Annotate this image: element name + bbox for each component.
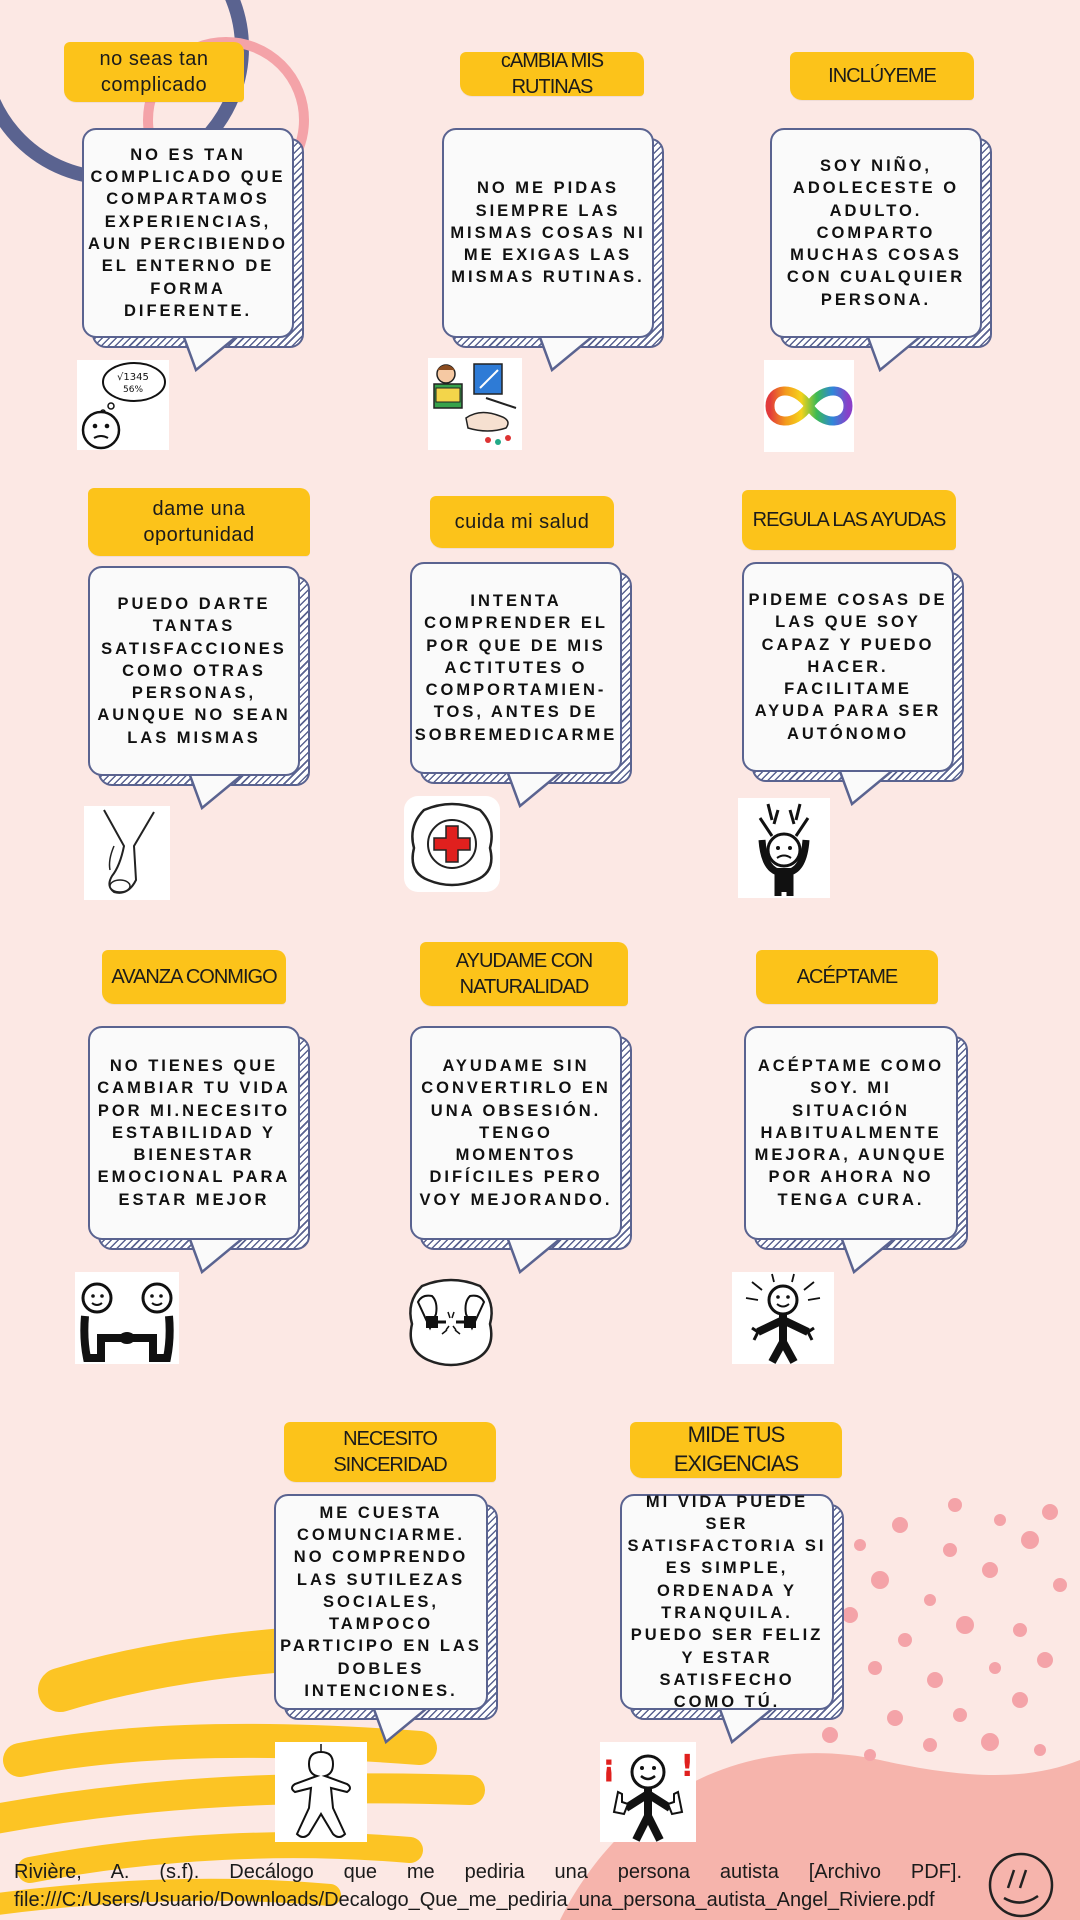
citation	[14, 1858, 962, 1914]
card-title: no seas tan complicado	[64, 42, 244, 102]
happy-person-icon	[732, 1272, 834, 1364]
rainbow-infinity-icon	[764, 360, 854, 452]
speech-bubble	[442, 128, 654, 338]
speech-bubble	[620, 1494, 834, 1710]
svg-text:√1345: √1345	[117, 372, 149, 383]
card-text: AYUDAME SIN CONVERTIRLO EN UNA OBSESIÓN. TENGO MOMENTOS DIFÍCILES PERO VOY MEJORANDO.	[410, 1026, 622, 1240]
speech-bubble	[88, 566, 300, 776]
handshake-icon	[75, 1272, 179, 1364]
paper-doll-icon	[275, 1742, 367, 1842]
svg-text:56%: 56%	[123, 385, 144, 395]
overwhelmed-person-icon	[738, 798, 830, 898]
speech-bubble	[88, 1026, 300, 1240]
card-text: ME CUESTA COMUNCIARME. NO COMPRENDO LAS SUTILEZAS SOCIALES, TAMPOCO PARTICIPO EN LAS DOBLES INTENCIONES.	[274, 1494, 488, 1710]
routines-icon	[428, 358, 522, 450]
speech-bubble	[274, 1494, 488, 1710]
speech-bubble	[410, 562, 622, 774]
red-cross-icon	[404, 796, 500, 892]
card-title: cuida mi salud	[430, 496, 614, 548]
speech-bubble	[770, 128, 982, 338]
card-text: MI VIDA PUEDE SER SATISFACTORIA SI ES SIMPLE, ORDENADA Y TRANQUILA. PUEDO SER FELIZ Y ESTAR SATISFECHO COMO TÚ.	[620, 1494, 834, 1710]
card-text: NO ES TAN COMPLICADO QUE COMPARTAMOS EXPERIENCIAS, AUN PERCIBIENDO EL ENTERNO DE FORMA DIFERENTE.	[82, 128, 294, 338]
card-text: NO TIENES QUE CAMBIAR TU VIDA POR MI.NECESITO ESTABILIDAD Y BIENESTAR EMOCIONAL PARA ESTAR MEJOR	[88, 1026, 300, 1240]
card-text: PUEDO DARTE TANTAS SATISFACCIONES COMO OTRAS PERSONAS, AUNQUE NO SEAN LAS MISMAS	[88, 566, 300, 776]
citation-reference: Rivière, A. (s.f). Decálogo que me pediria una persona autista [Archivo PDF].	[14, 1861, 962, 1883]
speech-bubble	[742, 562, 954, 772]
card-text: PIDEME COSAS DE LAS QUE SOY CAPAZ Y PUEDO HACER. FACILITAME AYUDA PARA SER AUTÓNOMO	[742, 562, 954, 772]
card-text: NO ME PIDAS SIEMPRE LAS MISMAS COSAS NI ME EXIGAS LAS MISMAS RUTINAS.	[442, 128, 654, 338]
exclamation-marks: ¡!	[602, 1749, 694, 1784]
card-title: MIDE TUS EXIGENCIAS	[630, 1422, 842, 1478]
helping-hands-icon	[84, 806, 170, 900]
card-title: cAMBIA MIS RUTINAS	[460, 52, 644, 96]
breaking-chains-icon	[402, 1272, 500, 1372]
speech-bubble	[744, 1026, 958, 1240]
thumbs-up-person-icon	[600, 1742, 696, 1842]
speech-bubble	[82, 128, 294, 338]
card-text: INTENTA COMPRENDER EL POR QUE DE MIS ACTITUTES O COMPORTAMIEN-TOS, ANTES DE SOBREMEDICARME	[410, 562, 622, 774]
card-title: NECESITO SINCERIDAD	[284, 1422, 496, 1482]
card-title: INCLÚYEME	[790, 52, 974, 100]
card-title: ACÉPTAME	[756, 950, 938, 1004]
thinking-math-icon	[77, 360, 169, 450]
card-text: ACÉPTAME COMO SOY. MI SITUACIÓN HABITUALMENTE MEJORA, AUNQUE POR AHORA NO TENGA CURA.	[744, 1026, 958, 1240]
card-text: SOY NIÑO, ADOLECESTE O ADULTO. COMPARTO MUCHAS COSAS CON CUALQUIER PERSONA.	[770, 128, 982, 338]
smiley-logo-icon	[986, 1852, 1056, 1918]
card-title: AYUDAME CON NATURALIDAD	[420, 942, 628, 1006]
card-title: dame una oportunidad	[88, 488, 310, 556]
speech-bubble	[410, 1026, 622, 1240]
card-title: AVANZA CONMIGO	[102, 950, 286, 1004]
citation-file-path: file:///C:/Users/Usuario/Downloads/Decalogo_Que_me_pediria_una_persona_autista_Angel_Riviere.pdf	[14, 1889, 935, 1911]
card-title: REGULA LAS AYUDAS	[742, 490, 956, 550]
